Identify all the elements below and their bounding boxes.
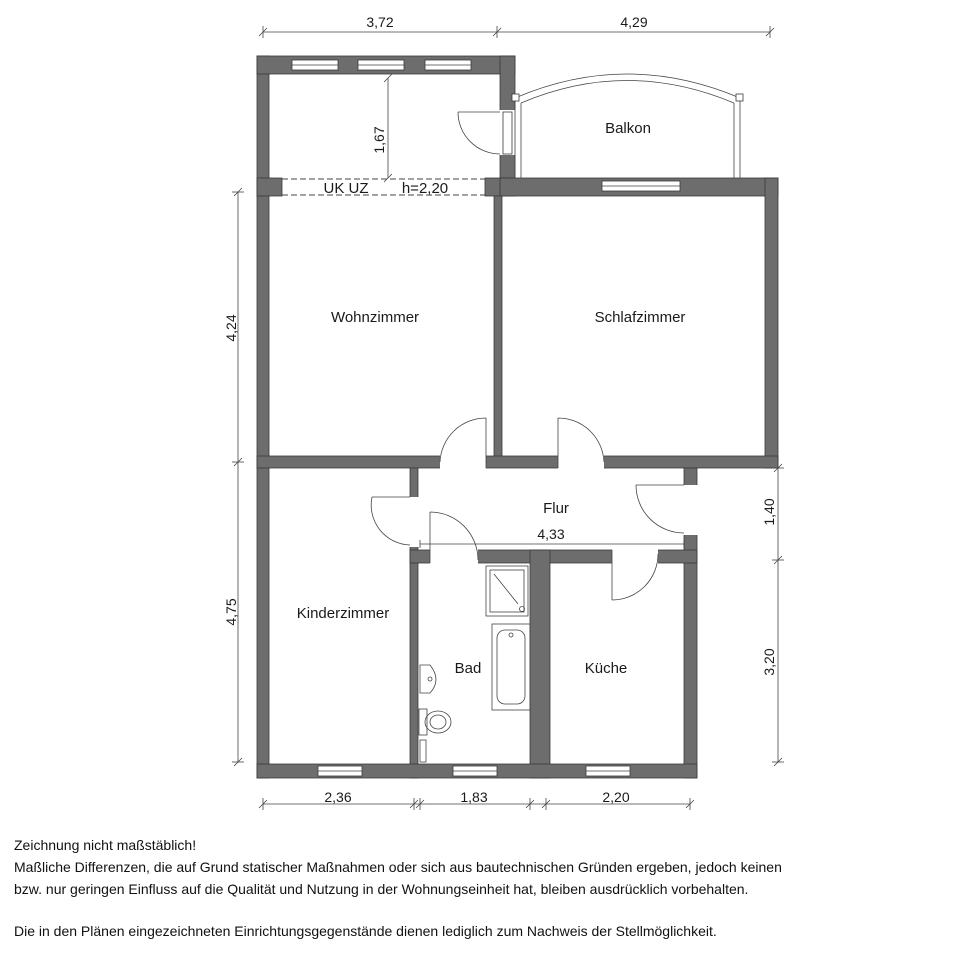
dim-left-upper: 4,24 <box>223 314 239 342</box>
disclaimer-notes <box>14 834 954 942</box>
dim-bottom-2: 1,83 <box>460 789 488 805</box>
dim-flur-length: 4,33 <box>537 526 565 542</box>
ukuz-label: UK UZ <box>323 180 369 197</box>
room-label-schlafzimmer: Schlafzimmer <box>594 309 686 326</box>
dim-inner-vertical: 1,67 <box>371 126 387 154</box>
dim-bottom-1: 2,36 <box>324 789 352 805</box>
dim-right-upper: 1,40 <box>761 498 777 526</box>
room-label-kueche: Küche <box>584 660 628 677</box>
dim-right-lower: 3,20 <box>761 648 777 676</box>
dim-left-lower: 4,75 <box>223 598 239 626</box>
note-line-4: Die in den Plänen eingezeichneten Einrichtungsgegenstände dienen lediglich zum Nachweis der Stellmöglichkeit. <box>14 923 717 939</box>
room-label-flur: Flur <box>543 500 569 517</box>
dim-bottom-3: 2,20 <box>602 789 630 805</box>
note-line-2: Maßliche Differenzen, die auf Grund statischer Maßnahmen oder sich aus bautechnischen Gründen ergeben, jedoch keinen <box>14 859 782 875</box>
note-line-1: Zeichnung nicht maßstäblich! <box>14 837 197 853</box>
note-line-3: bzw. nur geringen Einfluss auf die Qualität und Nutzung in der Wohnungseinheit hat, bleiben ausdrücklich vorbehalten. <box>14 881 749 897</box>
dim-top-right: 4,29 <box>620 14 648 30</box>
room-label-balkon: Balkon <box>605 120 651 137</box>
dim-top-left: 3,72 <box>366 14 394 30</box>
walls <box>257 56 778 778</box>
room-label-kinderzimmer: Kinderzimmer <box>296 605 390 622</box>
room-label-wohnzimmer: Wohnzimmer <box>330 309 420 326</box>
ukuz-height-label: h=2,20 <box>401 180 449 197</box>
note-spacer <box>14 900 954 920</box>
ukuz-opening <box>282 179 485 195</box>
room-label-bad: Bad <box>454 660 482 677</box>
